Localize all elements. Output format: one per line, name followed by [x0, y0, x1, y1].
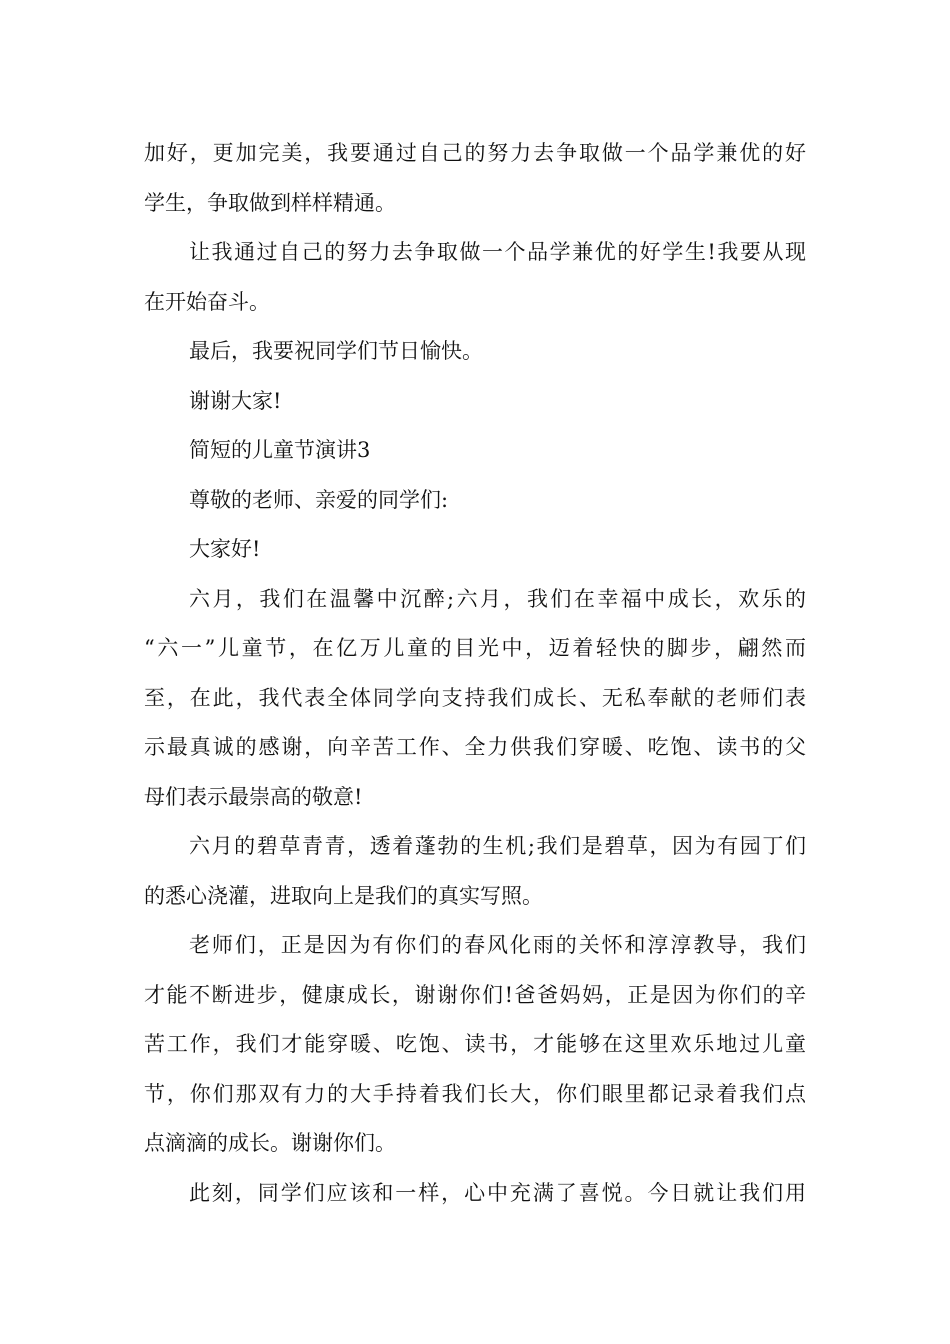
paragraph-line: 学生，争取做到样样精通。	[144, 190, 396, 215]
paragraph-line: 让我通过自己的努力去争取做一个品学兼优的好学生!我要从现	[189, 240, 806, 264]
paragraph-line: 节，你们那双有力的大手持着我们长大，你们眼里都记录着我们点	[144, 1081, 806, 1106]
paragraph-line: 六月的碧草青青，透着蓬勃的生机;我们是碧草，因为有园丁们	[189, 834, 806, 858]
paragraph-line: 谢谢大家!	[189, 388, 282, 413]
paragraph-line: 加好，更加完美，我要通过自己的努力去争取做一个品学兼优的好	[144, 141, 806, 165]
paragraph-line: 六月，我们在温馨中沉醉;六月，我们在幸福中成长，欢乐的	[189, 586, 806, 611]
paragraph-line: 老师们，正是因为有你们的春风化雨的关怀和淳淳教导，我们	[189, 933, 806, 957]
paragraph-line: 此刻，同学们应该和一样，心中充满了喜悦。今日就让我们用	[189, 1180, 806, 1205]
document-body	[144, 129, 806, 1218]
greeting-line: 大家好!	[189, 537, 261, 561]
paragraph-line: 母们表示最崇高的敬意!	[144, 784, 363, 809]
salutation-line: 尊敬的老师、亲爱的同学们:	[189, 487, 449, 512]
paragraph-line: 在开始奋斗。	[144, 289, 270, 314]
paragraph-line: 才能不断进步，健康成长，谢谢你们!爸爸妈妈，正是因为你们的辛	[144, 982, 806, 1007]
paragraph-line: 点滴滴的成长。谢谢你们。	[144, 1131, 396, 1155]
section-heading: 简短的儿童节演讲3	[189, 438, 371, 462]
paragraph-line: “六一”儿童节，在亿万儿童的目光中，迈着轻快的脚步，翩然而	[144, 636, 806, 660]
paragraph-line: 最后，我要祝同学们节日愉快。	[189, 339, 483, 363]
paragraph-line: 示最真诚的感谢，向辛苦工作、全力供我们穿暖、吃饱、读书的父	[144, 735, 806, 759]
paragraph-line: 的悉心浇灌，进取向上是我们的真实写照。	[144, 883, 543, 908]
paragraph-line: 至，在此，我代表全体同学向支持我们成长、无私奉献的老师们表	[144, 685, 806, 710]
paragraph-line: 苦工作，我们才能穿暖、吃饱、读书，才能够在这里欢乐地过儿童	[144, 1032, 806, 1056]
